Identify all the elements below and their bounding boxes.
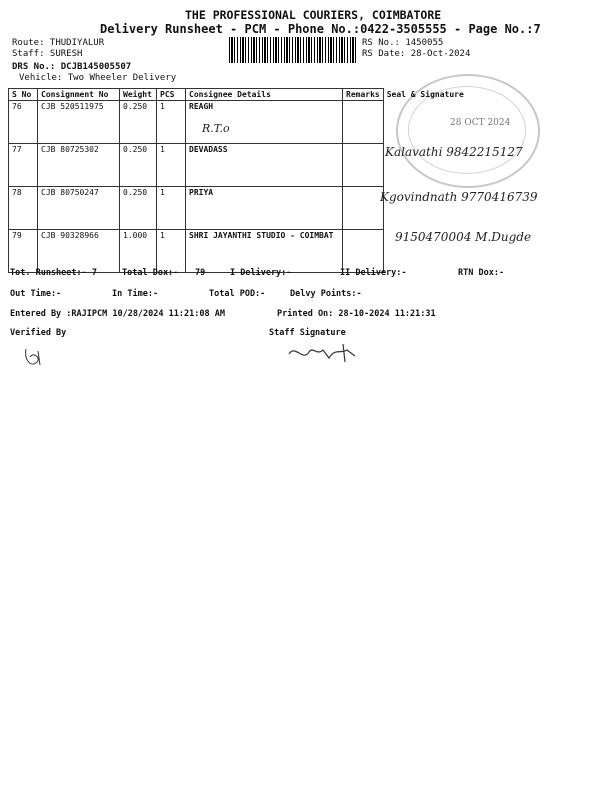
handwriting-row77: Kalavathi 9842215127 [385, 145, 523, 159]
cell-weight: 0.250 [120, 144, 157, 187]
verified-signature [22, 345, 48, 369]
cell-weight: 0.250 [120, 101, 157, 144]
table-header-row [9, 89, 501, 101]
stamp-date: 28 OCT 2024 [450, 118, 511, 128]
i-delivery: I Delivery:- [230, 268, 292, 278]
cell-consignee: SHRI JAYANTHI STUDIO - COIMBAT [186, 230, 343, 273]
ii-delivery: II Delivery:- [340, 268, 407, 278]
cell-sno: 78 [9, 187, 38, 230]
in-time: In Time:- [112, 289, 159, 299]
cell-consignment: CJB 90328966 [38, 230, 120, 273]
delvy-points: Delvy Points:- [290, 289, 362, 299]
drs-number: DRS No.: DCJB145005507 [12, 62, 132, 72]
cell-pcs: 1 [157, 101, 186, 144]
route: Route: THUDIYALUR [12, 38, 105, 48]
cell-sno: 76 [9, 101, 38, 144]
cell-remarks [343, 230, 384, 273]
staff-signature-label: Staff Signature [269, 328, 346, 338]
cell-remarks [343, 187, 384, 230]
total-dox-label: Total Dox:- [122, 268, 179, 278]
cell-sno: 79 [9, 230, 38, 273]
entered-by: Entered By :RAJIPCM 10/28/2024 11:21:08 AM [10, 309, 225, 319]
cell-remarks [343, 101, 384, 144]
total-dox-value: 79 [195, 268, 206, 278]
barcode [229, 37, 357, 63]
staff-signature [285, 340, 365, 364]
cell-remarks [343, 144, 384, 187]
runsheet-table [8, 88, 501, 273]
col-pcs: PCS [157, 89, 186, 101]
out-time: Out Time:- [10, 289, 62, 299]
col-remarks: Remarks [343, 89, 384, 101]
cell-pcs: 1 [157, 187, 186, 230]
company-name: THE PROFESSIONAL COURIERS, COIMBATORE [185, 8, 442, 22]
cell-consignment: CJB 80750247 [38, 187, 120, 230]
cell-consignee: PRIYA [186, 187, 343, 230]
handwriting-row79: 9150470004 M.Dugde [395, 230, 532, 244]
col-sno: S No [9, 89, 38, 101]
handwriting-row76: R.T.o [202, 122, 230, 135]
cell-consignee: REAGH [186, 101, 343, 144]
verified-by: Verified By [10, 328, 67, 338]
cell-weight: 1.000 [120, 230, 157, 273]
runsheet-title: Delivery Runsheet - PCM - Phone No.:0422-3505555 - Page No.:7 [100, 22, 541, 36]
col-consignment: Consignment No [38, 89, 120, 101]
cell-consignment: CJB 80725302 [38, 144, 120, 187]
total-pod: Total POD:- [209, 289, 266, 299]
vehicle: Vehicle: Two Wheeler Delivery [19, 73, 177, 83]
printed-on: Printed On: 28-10-2024 11:21:31 [277, 309, 436, 319]
col-consignee: Consignee Details [186, 89, 343, 101]
cell-pcs: 1 [157, 230, 186, 273]
rs-number: RS No.: 1450055 [362, 38, 444, 48]
cell-consignment: CJB 520511975 [38, 101, 120, 144]
handwriting-row78: Kgovindnath 9770416739 [380, 190, 538, 204]
cell-pcs: 1 [157, 144, 186, 187]
cell-sno: 77 [9, 144, 38, 187]
col-seal: Seal & Signature [386, 89, 464, 99]
cell-weight: 0.250 [120, 187, 157, 230]
staff: Staff: SURESH [12, 49, 83, 59]
rs-date: RS Date: 28-Oct-2024 [362, 49, 471, 59]
rtn-dox: RTN Dox:- [458, 268, 505, 278]
cell-consignee: DEVADASS [186, 144, 343, 187]
col-weight: Weight [120, 89, 157, 101]
table-row [9, 101, 501, 144]
tot-runsheet: Tot. Runsheet:- 7 [10, 268, 97, 278]
